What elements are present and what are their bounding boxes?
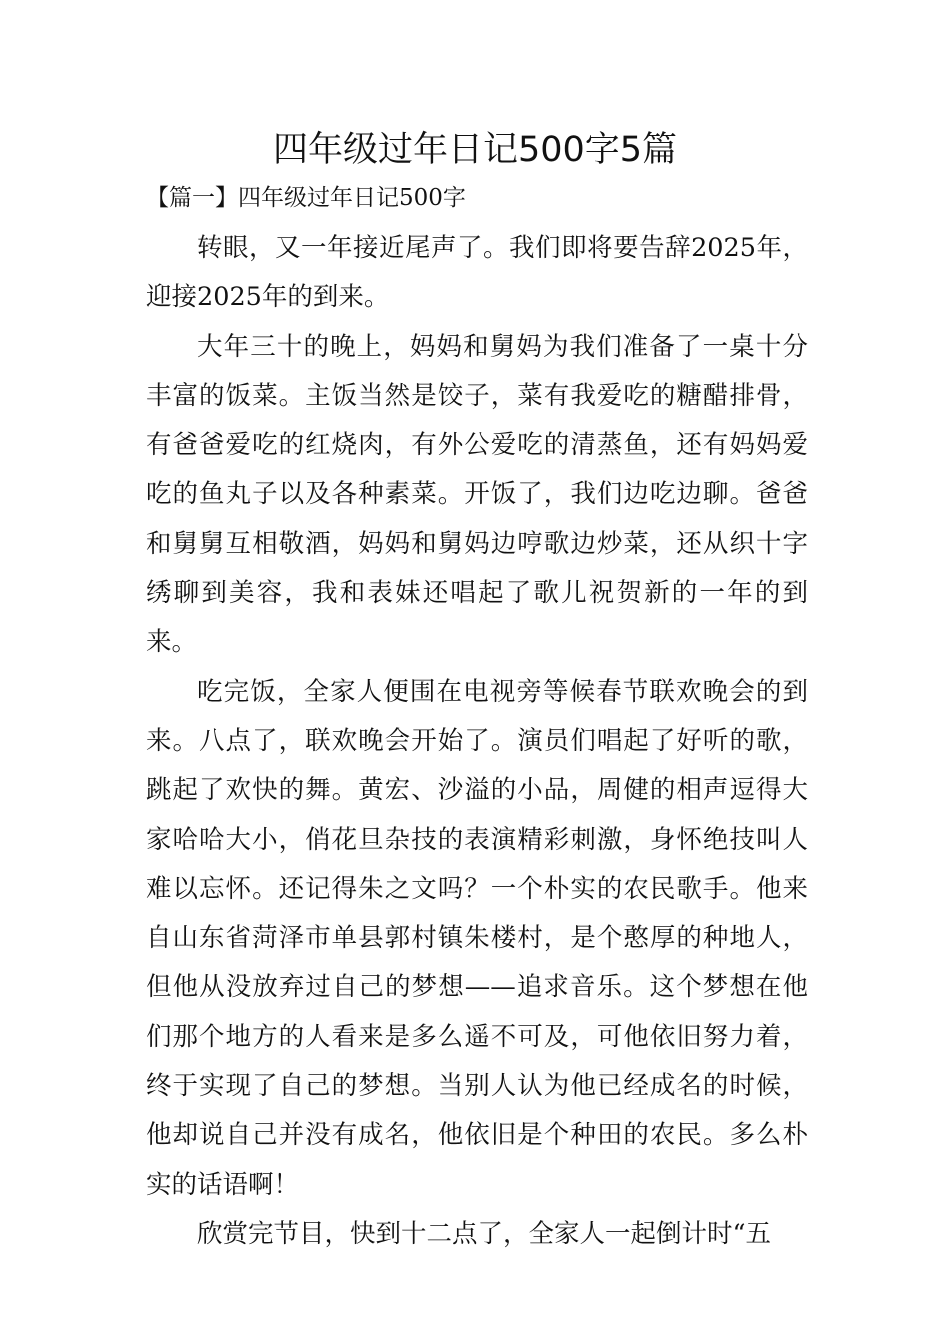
document-title: 四年级过年日记500字5篇 xyxy=(272,130,678,170)
paragraph: 大年三十的晚上，妈妈和舅妈为我们准备了一桌十分丰富的饭菜。主饭当然是饺子，菜有我爱吃的糖醋排骨，有爸爸爱吃的红烧肉，有外公爱吃的清蒸鱼，还有妈妈爱吃的鱼丸子以及各种素菜。开饭了，我们边吃边聊。爸爸和舅舅互相敬酒，妈妈和舅妈边哼歌边炒菜，还从织十字绣聊到美容，我和表妹还唱起了歌儿祝贺新的一年的到来。 xyxy=(146,331,808,658)
paragraph: 转眼，又一年接近尾声了。我们即将要告辞2025年，迎接2025年的到来。 xyxy=(146,233,808,313)
section-heading: 【篇一】四年级过年日记500字 xyxy=(146,185,466,211)
paragraph: 欣赏完节目，快到十二点了，全家人一起倒计时“五 xyxy=(197,1218,772,1249)
body-text xyxy=(146,224,808,1259)
paragraph: 吃完饭，全家人便围在电视旁等候春节联欢晚会的到来。八点了，联欢晚会开始了。演员们唱起了好听的歌，跳起了欢快的舞。黄宏、沙溢的小品，周健的相声逗得大家哈哈大小，俏花旦杂技的表演精彩刺激，身怀绝技叫人难以忘怀。还记得朱之文吗？一个朴实的农民歌手。他来自山东省菏泽市单县郭村镇朱楼村，是个憨厚的种地人，但他从没放弃过自己的梦想——追求音乐。这个梦想在他们那个地方的人看来是多么遥不可及，可他依旧努力着，终于实现了自己的梦想。当别人认为他已经成名的时候，他却说自己并没有成名，他依旧是个种田的农民。多么朴实的话语啊！ xyxy=(146,676,808,1200)
